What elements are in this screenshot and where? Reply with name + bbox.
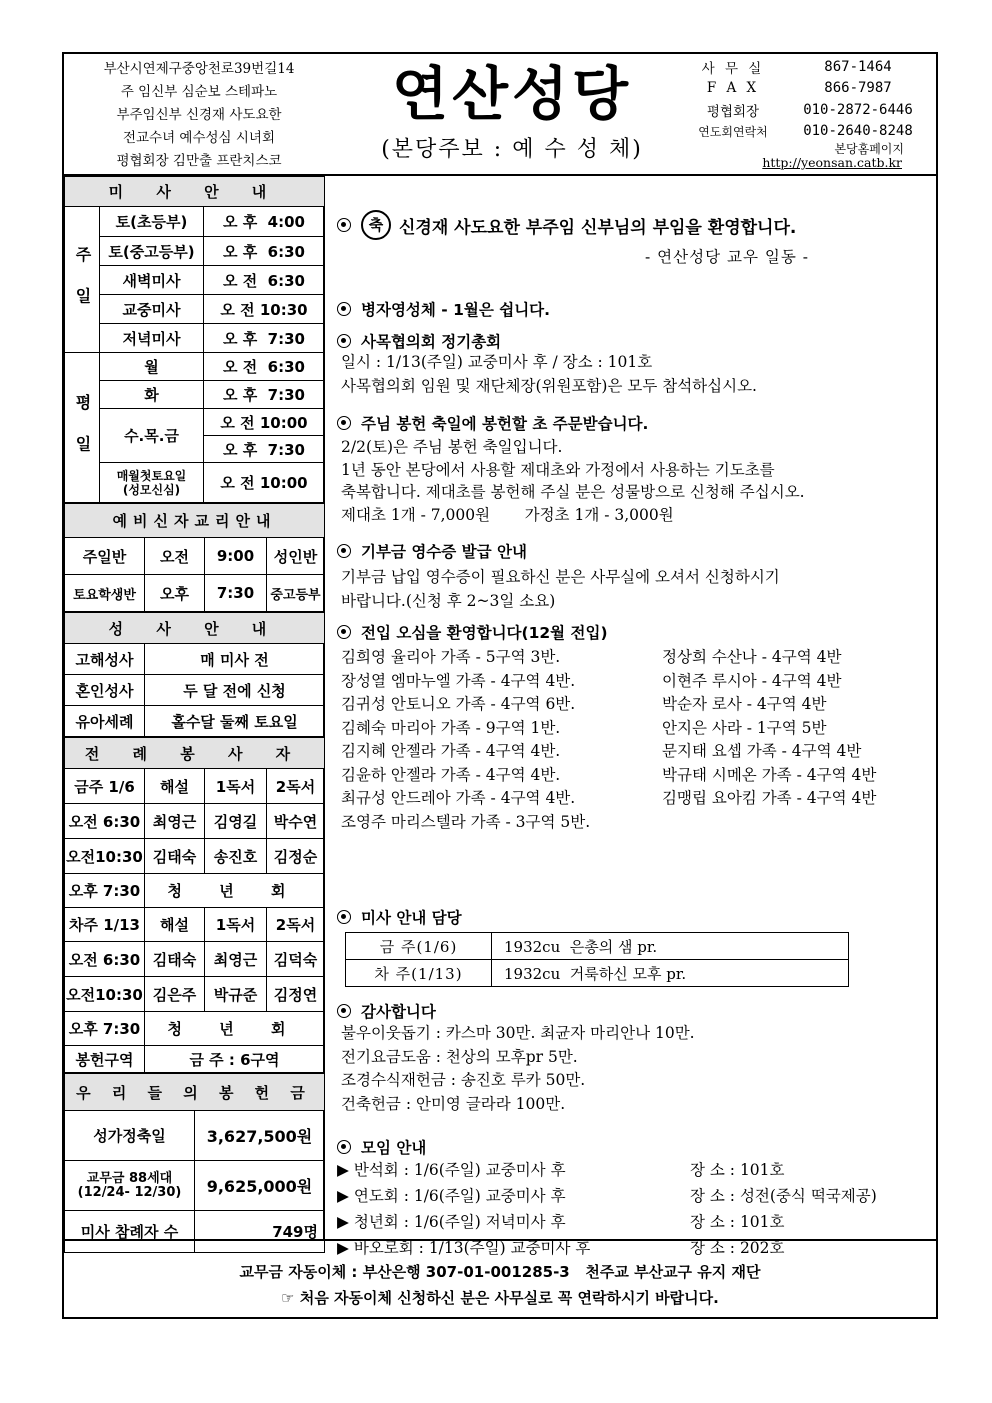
- sacrament-name: 혼인성사: [65, 675, 145, 706]
- server-cell: 오전 6:30: [65, 942, 145, 977]
- table-cell: 금 주(1/6): [346, 933, 492, 960]
- mass-time: 오 전 6:30: [204, 353, 325, 381]
- catechism-cell: 오전: [145, 538, 205, 575]
- catechism-cell: 토요학생반: [65, 575, 145, 612]
- catechism-cell: 성인반: [267, 538, 325, 575]
- bullet-icon: [337, 625, 351, 639]
- server-cell: 청 년 회: [145, 874, 325, 908]
- server-cell: 박수연: [267, 804, 325, 839]
- receipt-text: 기부금 납입 영수증이 필요하신 분은 사무실에 오셔서 신청하시기 바랍니다.(신청 후 2~3일 소요): [341, 568, 780, 610]
- server-cell: 해설: [145, 769, 205, 804]
- main-content: [325, 176, 936, 1257]
- mass-time: 오 후 7:30: [204, 324, 325, 353]
- server-cell: 오후 7:30: [65, 874, 145, 908]
- sick-communion-heading: 병자영성체 - 1월은 쉽니다.: [337, 298, 550, 320]
- server-cell: 1독서: [205, 769, 267, 804]
- table-cell: 차 주(1/13): [346, 960, 492, 987]
- mass-name: 수.목.금: [100, 409, 204, 463]
- mass-name: 저녁미사: [100, 324, 204, 353]
- offering-value: 749명: [195, 1211, 325, 1253]
- council-heading: 사목협의회 정기총회: [337, 330, 501, 352]
- bullet-icon: [337, 218, 351, 232]
- page-subtitle: (본당주보 : 예 수 성 체): [381, 137, 643, 162]
- council-text: 일시 : 1/13(주일) 교중미사 후 / 장소 : 101호 사목협의회 임원 및 재단체장(위원포함)은 모두 참석하십시오.: [341, 353, 757, 395]
- server-cell: 오전10:30: [65, 977, 145, 1012]
- server-cell: 김태숙: [145, 942, 205, 977]
- server-cell: 김태숙: [145, 839, 205, 874]
- pastor: 주 임신부 심순보 스테파노: [120, 84, 278, 100]
- thanks-heading: 감사합니다: [337, 1000, 436, 1022]
- homepage-label: 본당홈페이지: [834, 142, 904, 156]
- mass-schedule-table: [64, 176, 325, 503]
- bullet-icon: [337, 1140, 351, 1154]
- offering-value: 9,625,000원: [195, 1161, 325, 1211]
- contact-row: F A X 866-7987: [706, 80, 892, 97]
- catechism-table: [64, 503, 325, 612]
- bullet-icon: [337, 302, 351, 316]
- mass-heading: 미 사 안 내: [65, 177, 325, 207]
- catechism-cell: 오후: [145, 575, 205, 612]
- catechism-cell: 주일반: [65, 538, 145, 575]
- bullet-icon: [337, 1004, 351, 1018]
- auto-transfer-note: ☞ 처음 자동이체 신청하신 분은 사무실로 꼭 연락하시기 바랍니다.: [281, 1289, 719, 1307]
- bullet-icon: [337, 544, 351, 558]
- mass-time: 오 후 4:00: [204, 207, 325, 237]
- bullet-icon: [337, 910, 351, 924]
- candles-heading: 주님 봉헌 축일에 봉헌할 초 주문받습니다.: [337, 412, 648, 434]
- sacrament-note: 홀수달 둘째 토요일: [145, 706, 325, 737]
- catechism-cell: 7:30: [205, 575, 267, 612]
- server-cell: 2독서: [267, 769, 325, 804]
- bulletin-page: [62, 52, 938, 1319]
- offerings-heading: 우 리 들 의 봉 헌 금: [65, 1074, 325, 1111]
- server-cell: 금주 1/6: [65, 769, 145, 804]
- offerings-table: [64, 1073, 325, 1253]
- mass-guide-heading: 미사 안내 담당: [337, 906, 462, 928]
- list-item: 장성열 엠마누엘 가족 - 4구역 4반.: [341, 671, 576, 690]
- list-item: 최규성 안드레아 가족 - 4구역 4반.: [341, 789, 576, 807]
- mass-name: 토(초등부): [100, 207, 204, 237]
- left-column: [64, 176, 325, 1239]
- list-item: 문지태 요셉 가족 - 4구역 4반: [662, 742, 862, 760]
- mass-name: 토(중고등부): [100, 237, 204, 266]
- server-cell: 1독서: [205, 908, 267, 942]
- newcomers-right: [662, 646, 876, 811]
- footer: [64, 1239, 936, 1317]
- server-cell: 김은주: [145, 977, 205, 1012]
- table-cell: 1932cu 은총의 샘 pr.: [492, 933, 849, 960]
- server-cell: 오후 7:30: [65, 1012, 145, 1046]
- server-cell: 송진호: [205, 839, 267, 874]
- server-cell: 오전10:30: [65, 839, 145, 874]
- mass-time: 오 전 10:00: [204, 409, 325, 436]
- table-cell: 1932cu 거룩하신 모후 pr.: [492, 960, 849, 987]
- offering-label: 성가정축일: [65, 1111, 195, 1161]
- meetings-heading: 모임 안내: [337, 1136, 426, 1158]
- offering-label: 미사 참례자 수: [65, 1211, 195, 1253]
- meeting-item: ▶ 반석회 : 1/6(주일) 교중미사 후: [337, 1161, 566, 1179]
- offering-label: 교무금 88세대 (12/24- 12/30): [65, 1161, 195, 1211]
- auto-transfer-info: 교무금 자동이체 : 부산은행 307-01-001285-3 천주교 부산교구 유지 재단: [239, 1263, 761, 1281]
- catechism-cell: 9:00: [205, 538, 267, 575]
- homepage-link[interactable]: http://yeonsan.catb.kr: [762, 155, 902, 170]
- offering-value: 3,627,500원: [195, 1111, 325, 1161]
- welcome-heading: 축 신경재 사도요한 부주임 신부님의 부임을 환영합니다.: [337, 210, 796, 240]
- list-item: 정상희 수산나 - 4구역 4반: [662, 648, 842, 666]
- server-cell: 청 년 회: [145, 1012, 325, 1046]
- sisters: 전교수녀 예수성심 시녀회: [122, 130, 276, 146]
- bullet-icon: [337, 334, 351, 348]
- server-cell: 금 주 : 6구역: [145, 1046, 325, 1073]
- mass-time: 오 후 6:30: [204, 237, 325, 266]
- servers-heading: 전 례 봉 사 자: [65, 738, 325, 769]
- server-cell: 김영길: [205, 804, 267, 839]
- contact-info: [684, 56, 934, 170]
- server-cell: 박규준: [205, 977, 267, 1012]
- meeting-place: 장 소 : 202호: [690, 1239, 785, 1257]
- header: [64, 54, 936, 176]
- address: 부산시연제구중앙천로39번길14: [103, 61, 295, 77]
- newcomers-left: [341, 646, 590, 834]
- welcome-signature: - 연산성당 교우 일동 -: [645, 248, 809, 266]
- meeting-item: ▶ 청년회 : 1/6(주일) 저녁미사 후: [337, 1213, 566, 1231]
- parish-info: [74, 58, 324, 173]
- sacraments-heading: 성 사 안 내: [65, 613, 325, 644]
- sacraments-table: [64, 612, 325, 737]
- server-cell: 최영근: [205, 942, 267, 977]
- server-cell: 김덕숙: [267, 942, 325, 977]
- list-item: 박순자 로사 - 4구역 4반: [662, 695, 827, 713]
- council-president: 평협회장 김만출 프란치스코: [116, 153, 282, 169]
- candles-text: 2/2(토)은 주님 봉헌 축일입니다. 1년 동안 본당에서 사용할 제대초와 가정에서 사용하는 기도초를 축복합니다. 제대초를 봉헌해 주실 분은 성물방으로 신청해 주십시오. 제대초 1개 - 7,000원 가정초 1개 - 3,000원: [341, 438, 805, 524]
- thanks-text: 불우이웃돕기 : 카스마 30만. 최균자 마리안나 10만. 전기요금도움 : 천상의 모후pr 5만. 조경수식재헌금 : 송진호 루카 50만. 건축헌금 : 안미영 글라라 100만.: [341, 1024, 695, 1113]
- list-item: 이현주 루시아 - 4구역 4반: [662, 671, 842, 690]
- mass-name: 매월첫토요일 (성모신심): [100, 463, 204, 503]
- list-item: 김희영 율리아 가족 - 5구역 3반.: [341, 648, 561, 666]
- list-item: 조영주 마리스텔라 가족 - 3구역 5반.: [341, 812, 591, 831]
- list-item: 김혜숙 마리아 가족 - 9구역 1반.: [341, 718, 561, 737]
- list-item: 김맹립 요아킴 가족 - 4구역 4반: [662, 789, 877, 807]
- catechism-cell: 중고등부: [267, 575, 325, 612]
- server-cell: 해설: [145, 908, 205, 942]
- meeting-place: 장 소 : 101호: [690, 1213, 785, 1231]
- contact-row: 연도회연락처 010-2640-8248: [698, 123, 913, 140]
- mass-time: 오 전 6:30: [204, 266, 325, 295]
- sacrament-note: 매 미사 전: [145, 644, 325, 675]
- receipt-heading: 기부금 영수증 발급 안내: [337, 540, 527, 562]
- sacrament-name: 유아세례: [65, 706, 145, 737]
- list-item: 김지혜 안젤라 가족 - 4구역 4반.: [341, 742, 561, 760]
- server-cell: 오전 6:30: [65, 804, 145, 839]
- meeting-place: 장 소 : 성전(중식 떡국제공): [690, 1187, 877, 1205]
- mass-name: 새벽미사: [100, 266, 204, 295]
- server-cell: 김정순: [267, 839, 325, 874]
- contact-row: 사 무 실 867-1464: [701, 58, 892, 77]
- bullet-icon: [337, 416, 351, 430]
- server-cell: 봉헌구역: [65, 1046, 145, 1073]
- list-item: 안지은 사라 - 1구역 5반: [662, 718, 827, 737]
- list-item: 김귀성 안토니오 가족 - 4구역 6반.: [341, 695, 576, 713]
- weekday-label: 평 일: [65, 353, 100, 503]
- meeting-place: 장 소 : 101호: [690, 1161, 785, 1179]
- newcomers-heading: 전입 오심을 환영합니다(12월 전입): [337, 621, 608, 643]
- catechism-heading: 예비신자교리안내: [65, 504, 325, 538]
- mass-name: 화: [100, 381, 204, 409]
- mass-name: 교중미사: [100, 295, 204, 324]
- meeting-item: ▶ 연도회 : 1/6(주일) 교중미사 후: [337, 1187, 566, 1205]
- sacrament-name: 고해성사: [65, 644, 145, 675]
- list-item: 박규태 시메온 가족 - 4구역 4반: [662, 765, 877, 784]
- server-cell: 최영근: [145, 804, 205, 839]
- mass-time: 오 전 10:00: [204, 463, 325, 503]
- sacrament-note: 두 달 전에 신청: [145, 675, 325, 706]
- mass-time: 오 전 10:30: [204, 295, 325, 324]
- contact-row: 평협회장 010-2872-6446: [706, 101, 913, 120]
- sunday-label: 주 일: [65, 207, 100, 353]
- server-cell: 2독서: [267, 908, 325, 942]
- server-cell: 차주 1/13: [65, 908, 145, 942]
- assistant-pastor: 부주임신부 신경재 사도요한: [116, 107, 282, 123]
- celebration-badge-icon: 축: [361, 210, 391, 240]
- mass-name: 월: [100, 353, 204, 381]
- server-cell: 김정연: [267, 977, 325, 1012]
- mass-guide-table: [345, 932, 849, 987]
- page-title: 연산성당: [391, 60, 633, 128]
- list-item: 김윤하 안젤라 가족 - 4구역 4반.: [341, 765, 561, 784]
- servers-table: [64, 737, 325, 1073]
- mass-time: 오 후 7:30: [204, 436, 325, 463]
- mass-time: 오 후 7:30: [204, 381, 325, 409]
- meeting-item: ▶ 바오로회 : 1/13(주일) 교중미사 후: [337, 1239, 591, 1257]
